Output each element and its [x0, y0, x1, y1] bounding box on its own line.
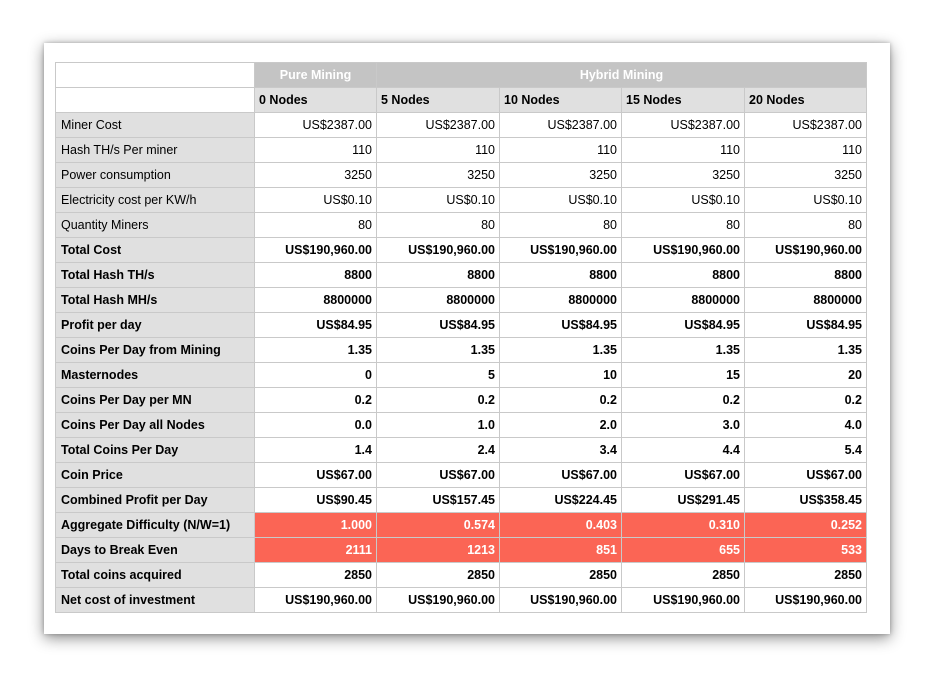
value-cell[interactable]: 2850: [500, 563, 622, 588]
value-cell[interactable]: 8800: [377, 263, 500, 288]
value-cell[interactable]: 4.4: [622, 438, 745, 463]
value-cell[interactable]: 80: [377, 213, 500, 238]
value-cell[interactable]: 8800000: [500, 288, 622, 313]
column-header[interactable]: 15 Nodes: [622, 88, 745, 113]
value-cell[interactable]: US$190,960.00: [377, 238, 500, 263]
value-cell[interactable]: US$190,960.00: [255, 588, 377, 613]
highlighted-value-cell[interactable]: 1.000: [255, 513, 377, 538]
value-cell[interactable]: 3250: [255, 163, 377, 188]
value-cell[interactable]: US$358.45: [745, 488, 867, 513]
value-cell[interactable]: 2850: [377, 563, 500, 588]
value-cell[interactable]: 80: [622, 213, 745, 238]
table-row: [56, 288, 867, 313]
table-row: [56, 388, 867, 413]
table-row: [56, 438, 867, 463]
value-cell[interactable]: US$190,960.00: [255, 238, 377, 263]
group-header-hybrid-mining[interactable]: Hybrid Mining: [377, 63, 867, 88]
table-row: [56, 538, 867, 563]
value-cell[interactable]: 1.35: [500, 338, 622, 363]
value-cell[interactable]: 0.2: [377, 388, 500, 413]
value-cell[interactable]: US$190,960.00: [377, 588, 500, 613]
value-cell[interactable]: US$2387.00: [377, 113, 500, 138]
value-cell[interactable]: 10: [500, 363, 622, 388]
value-cell[interactable]: 0: [255, 363, 377, 388]
value-cell[interactable]: US$2387.00: [622, 113, 745, 138]
highlighted-value-cell[interactable]: 851: [500, 538, 622, 563]
value-cell[interactable]: 2850: [745, 563, 867, 588]
value-cell[interactable]: US$190,960.00: [745, 238, 867, 263]
value-cell[interactable]: 1.35: [377, 338, 500, 363]
row-label[interactable]: Coins Per Day from Mining: [56, 338, 255, 363]
spreadsheet-sheet: [44, 43, 890, 634]
table-row: [56, 238, 867, 263]
value-cell[interactable]: US$2387.00: [500, 113, 622, 138]
value-cell[interactable]: 0.2: [622, 388, 745, 413]
row-label[interactable]: Coins Per Day all Nodes: [56, 413, 255, 438]
value-cell[interactable]: 2.0: [500, 413, 622, 438]
row-label[interactable]: Total Hash MH/s: [56, 288, 255, 313]
column-header[interactable]: 5 Nodes: [377, 88, 500, 113]
value-cell[interactable]: 3250: [377, 163, 500, 188]
value-cell[interactable]: 1.35: [255, 338, 377, 363]
value-cell[interactable]: US$190,960.00: [622, 238, 745, 263]
value-cell[interactable]: 8800000: [255, 288, 377, 313]
value-cell[interactable]: US$0.10: [255, 188, 377, 213]
table-row: [56, 563, 867, 588]
table-row: [56, 588, 867, 613]
value-cell[interactable]: US$84.95: [377, 313, 500, 338]
mining-comparison-table: [55, 62, 867, 613]
value-cell[interactable]: 1.35: [745, 338, 867, 363]
value-cell[interactable]: US$190,960.00: [622, 588, 745, 613]
value-cell[interactable]: 8800000: [745, 288, 867, 313]
corner-cell[interactable]: [56, 63, 255, 88]
value-cell[interactable]: 20: [745, 363, 867, 388]
value-cell[interactable]: US$0.10: [500, 188, 622, 213]
column-header[interactable]: 0 Nodes: [255, 88, 377, 113]
value-cell[interactable]: 0.2: [500, 388, 622, 413]
value-cell[interactable]: 8800000: [377, 288, 500, 313]
highlighted-value-cell[interactable]: 533: [745, 538, 867, 563]
value-cell[interactable]: 3.0: [622, 413, 745, 438]
table-row: [56, 263, 867, 288]
highlighted-value-cell[interactable]: 0.403: [500, 513, 622, 538]
value-cell[interactable]: 3.4: [500, 438, 622, 463]
highlighted-value-cell[interactable]: 655: [622, 538, 745, 563]
value-cell[interactable]: US$67.00: [255, 463, 377, 488]
table-row: [56, 413, 867, 438]
value-cell[interactable]: 8800: [622, 263, 745, 288]
group-header-row: [56, 63, 867, 88]
value-cell[interactable]: US$190,960.00: [745, 588, 867, 613]
table-row: [56, 188, 867, 213]
table-row: [56, 163, 867, 188]
row-label[interactable]: Total coins acquired: [56, 563, 255, 588]
row-label[interactable]: Electricity cost per KW/h: [56, 188, 255, 213]
value-cell[interactable]: 110: [745, 138, 867, 163]
value-cell[interactable]: 3250: [622, 163, 745, 188]
highlighted-value-cell[interactable]: 1213: [377, 538, 500, 563]
value-cell[interactable]: US$67.00: [377, 463, 500, 488]
value-cell[interactable]: 3250: [745, 163, 867, 188]
row-label[interactable]: Power consumption: [56, 163, 255, 188]
value-cell[interactable]: US$0.10: [622, 188, 745, 213]
value-cell[interactable]: US$84.95: [622, 313, 745, 338]
value-cell[interactable]: 80: [255, 213, 377, 238]
table-row: [56, 513, 867, 538]
column-header[interactable]: 10 Nodes: [500, 88, 622, 113]
row-label[interactable]: Aggregate Difficulty (N/W=1): [56, 513, 255, 538]
row-label[interactable]: Coin Price: [56, 463, 255, 488]
value-cell[interactable]: US$67.00: [500, 463, 622, 488]
value-cell[interactable]: 3250: [500, 163, 622, 188]
highlighted-value-cell[interactable]: 0.574: [377, 513, 500, 538]
value-cell[interactable]: US$291.45: [622, 488, 745, 513]
value-cell[interactable]: 2.4: [377, 438, 500, 463]
value-cell[interactable]: 1.4: [255, 438, 377, 463]
row-label[interactable]: Total Coins Per Day: [56, 438, 255, 463]
table-row: [56, 488, 867, 513]
value-cell[interactable]: US$224.45: [500, 488, 622, 513]
table-row: [56, 213, 867, 238]
value-cell[interactable]: 2850: [255, 563, 377, 588]
highlighted-value-cell[interactable]: 2111: [255, 538, 377, 563]
value-cell[interactable]: 0.0: [255, 413, 377, 438]
value-cell[interactable]: 5.4: [745, 438, 867, 463]
table-row: [56, 463, 867, 488]
value-cell[interactable]: US$190,960.00: [500, 238, 622, 263]
value-cell[interactable]: 1.35: [622, 338, 745, 363]
value-cell[interactable]: US$84.95: [255, 313, 377, 338]
value-cell[interactable]: 15: [622, 363, 745, 388]
row-label[interactable]: Profit per day: [56, 313, 255, 338]
value-cell[interactable]: US$157.45: [377, 488, 500, 513]
value-cell[interactable]: US$0.10: [377, 188, 500, 213]
row-label[interactable]: Total Hash TH/s: [56, 263, 255, 288]
column-header[interactable]: 20 Nodes: [745, 88, 867, 113]
table-row: [56, 313, 867, 338]
value-cell[interactable]: US$67.00: [745, 463, 867, 488]
value-cell[interactable]: 8800: [500, 263, 622, 288]
value-cell[interactable]: 8800: [745, 263, 867, 288]
highlighted-value-cell[interactable]: 0.310: [622, 513, 745, 538]
value-cell[interactable]: 110: [377, 138, 500, 163]
value-cell[interactable]: 110: [500, 138, 622, 163]
value-cell[interactable]: 80: [500, 213, 622, 238]
value-cell[interactable]: US$84.95: [500, 313, 622, 338]
row-label[interactable]: Coins Per Day per MN: [56, 388, 255, 413]
value-cell[interactable]: 4.0: [745, 413, 867, 438]
row-label[interactable]: Miner Cost: [56, 113, 255, 138]
table-row: [56, 363, 867, 388]
value-cell[interactable]: 80: [745, 213, 867, 238]
value-cell[interactable]: 1.0: [377, 413, 500, 438]
value-cell[interactable]: 0.2: [745, 388, 867, 413]
row-label[interactable]: Combined Profit per Day: [56, 488, 255, 513]
value-cell[interactable]: US$67.00: [622, 463, 745, 488]
value-cell[interactable]: US$2387.00: [745, 113, 867, 138]
column-header-row: [56, 88, 867, 113]
header-corner-cell[interactable]: [56, 88, 255, 113]
value-cell[interactable]: 8800000: [622, 288, 745, 313]
table-row: [56, 113, 867, 138]
group-header-pure-mining[interactable]: Pure Mining: [255, 63, 377, 88]
value-cell[interactable]: 110: [255, 138, 377, 163]
row-label[interactable]: Hash TH/s Per miner: [56, 138, 255, 163]
value-cell[interactable]: US$190,960.00: [500, 588, 622, 613]
highlighted-value-cell[interactable]: 0.252: [745, 513, 867, 538]
row-label[interactable]: Days to Break Even: [56, 538, 255, 563]
row-label[interactable]: Quantity Miners: [56, 213, 255, 238]
row-label[interactable]: Masternodes: [56, 363, 255, 388]
value-cell[interactable]: 110: [622, 138, 745, 163]
row-label[interactable]: Net cost of investment: [56, 588, 255, 613]
value-cell[interactable]: US$84.95: [745, 313, 867, 338]
value-cell[interactable]: 2850: [622, 563, 745, 588]
value-cell[interactable]: US$2387.00: [255, 113, 377, 138]
row-label[interactable]: Total Cost: [56, 238, 255, 263]
value-cell[interactable]: US$0.10: [745, 188, 867, 213]
value-cell[interactable]: 0.2: [255, 388, 377, 413]
value-cell[interactable]: US$90.45: [255, 488, 377, 513]
table-row: [56, 338, 867, 363]
value-cell[interactable]: 5: [377, 363, 500, 388]
table-row: [56, 138, 867, 163]
value-cell[interactable]: 8800: [255, 263, 377, 288]
